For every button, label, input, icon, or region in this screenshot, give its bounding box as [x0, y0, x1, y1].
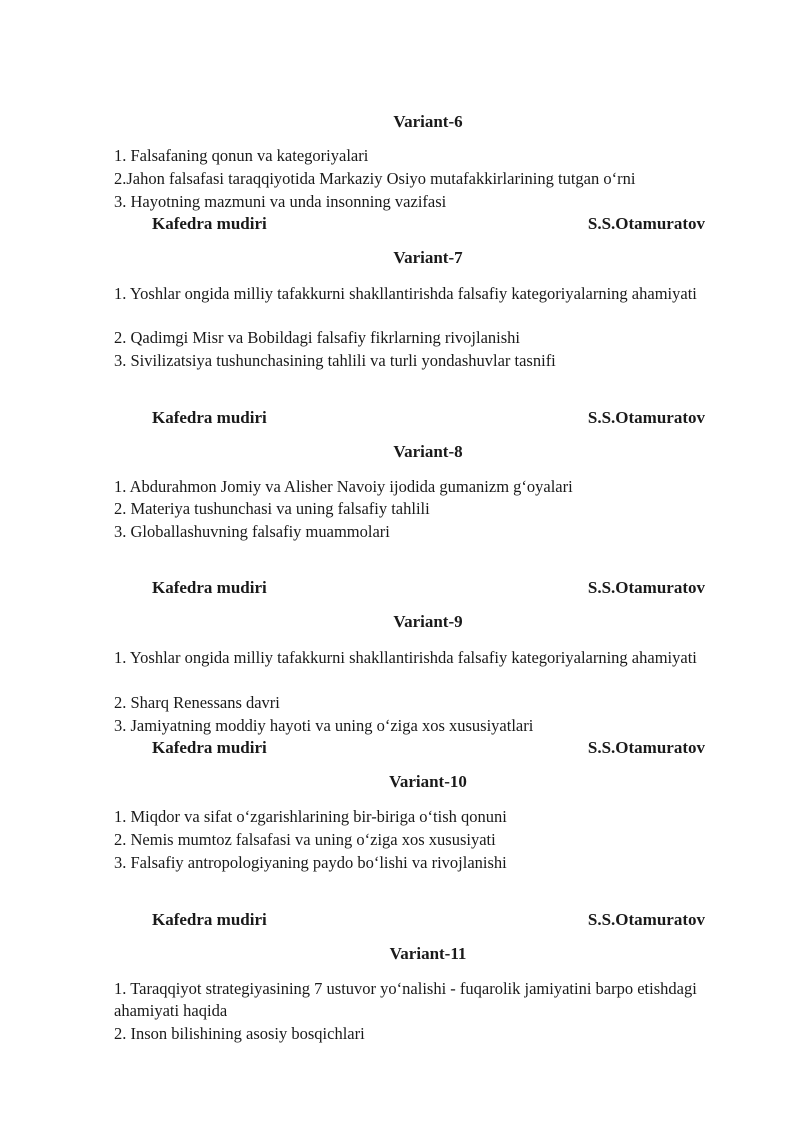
variant-title: Variant-9 — [393, 612, 463, 631]
question-item: 2. Sharq Renessans davri — [114, 693, 280, 712]
variant-title: Variant-6 — [393, 112, 463, 131]
signature-name: S.S.Otamuratov — [587, 578, 705, 597]
question-item: 3. Hayotning mazmuni va unda insonning vazifasi — [114, 192, 447, 211]
question-item: 3. Falsafiy antropologiyaning paydo bo‘lishi va rivojlanishi — [114, 853, 507, 872]
question-item: 1. Abdurahmon Jomiy va Alisher Navoiy ijodida gumanizm g‘oyalari — [114, 477, 573, 496]
question-item: 1. Taraqqiyot strategiyasining 7 ustuvor yo‘nalishi - fuqarolik jamiyatini barpo etishdagi ahamiyati haqida — [114, 979, 697, 1020]
signature-label: Kafedra mudiri — [152, 408, 267, 427]
variant-title: Variant-11 — [389, 944, 467, 963]
signature-name: S.S.Otamuratov — [587, 408, 705, 427]
signature-name: S.S.Otamuratov — [587, 738, 705, 757]
question-item: 3. Globallashuvning falsafiy muammolari — [114, 522, 390, 541]
signature-label: Kafedra mudiri — [152, 578, 267, 597]
signature-label: Kafedra mudiri — [152, 738, 267, 757]
question-item: 3. Sivilizatsiya tushunchasining tahlili va turli yondashuvlar tasnifi — [114, 351, 556, 370]
question-item: 3. Jamiyatning moddiy hayoti va uning o‘ziga xos xususiyatlari — [114, 716, 534, 735]
question-item: 2. Qadimgi Misr va Bobildagi falsafiy fikrlarning rivojlanishi — [114, 328, 521, 347]
question-item: 1. Yoshlar ongida milliy tafakkurni shakllantirishda falsafiy kategoriyalarning ahamiyati — [114, 648, 697, 667]
variant-title: Variant-8 — [393, 442, 463, 461]
question-item: 1. Falsafaning qonun va kategoriyalari — [114, 146, 369, 165]
question-item: 2. Nemis mumtoz falsafasi va uning o‘ziga xos xususiyati — [114, 830, 496, 849]
signature-label: Kafedra mudiri — [152, 214, 267, 233]
question-item: 1. Miqdor va sifat o‘zgarishlarining bir-biriga o‘tish qonuni — [114, 807, 507, 826]
question-item: 2. Inson bilishining asosiy bosqichlari — [114, 1024, 365, 1043]
signature-name: S.S.Otamuratov — [587, 214, 705, 233]
variant-title: Variant-10 — [389, 772, 467, 791]
question-item: 2. Materiya tushunchasi va uning falsafiy tahlili — [114, 499, 430, 518]
question-item: 1. Yoshlar ongida milliy tafakkurni shakllantirishda falsafiy kategoriyalarning ahamiyati — [114, 284, 697, 303]
variant-title: Variant-7 — [393, 248, 463, 267]
signature-name: S.S.Otamuratov — [587, 910, 705, 929]
signature-label: Kafedra mudiri — [152, 910, 267, 929]
question-item: 2.Jahon falsafasi taraqqiyotida Markaziy Osiyo mutafakkirlarining tutgan o‘rni — [114, 169, 636, 188]
